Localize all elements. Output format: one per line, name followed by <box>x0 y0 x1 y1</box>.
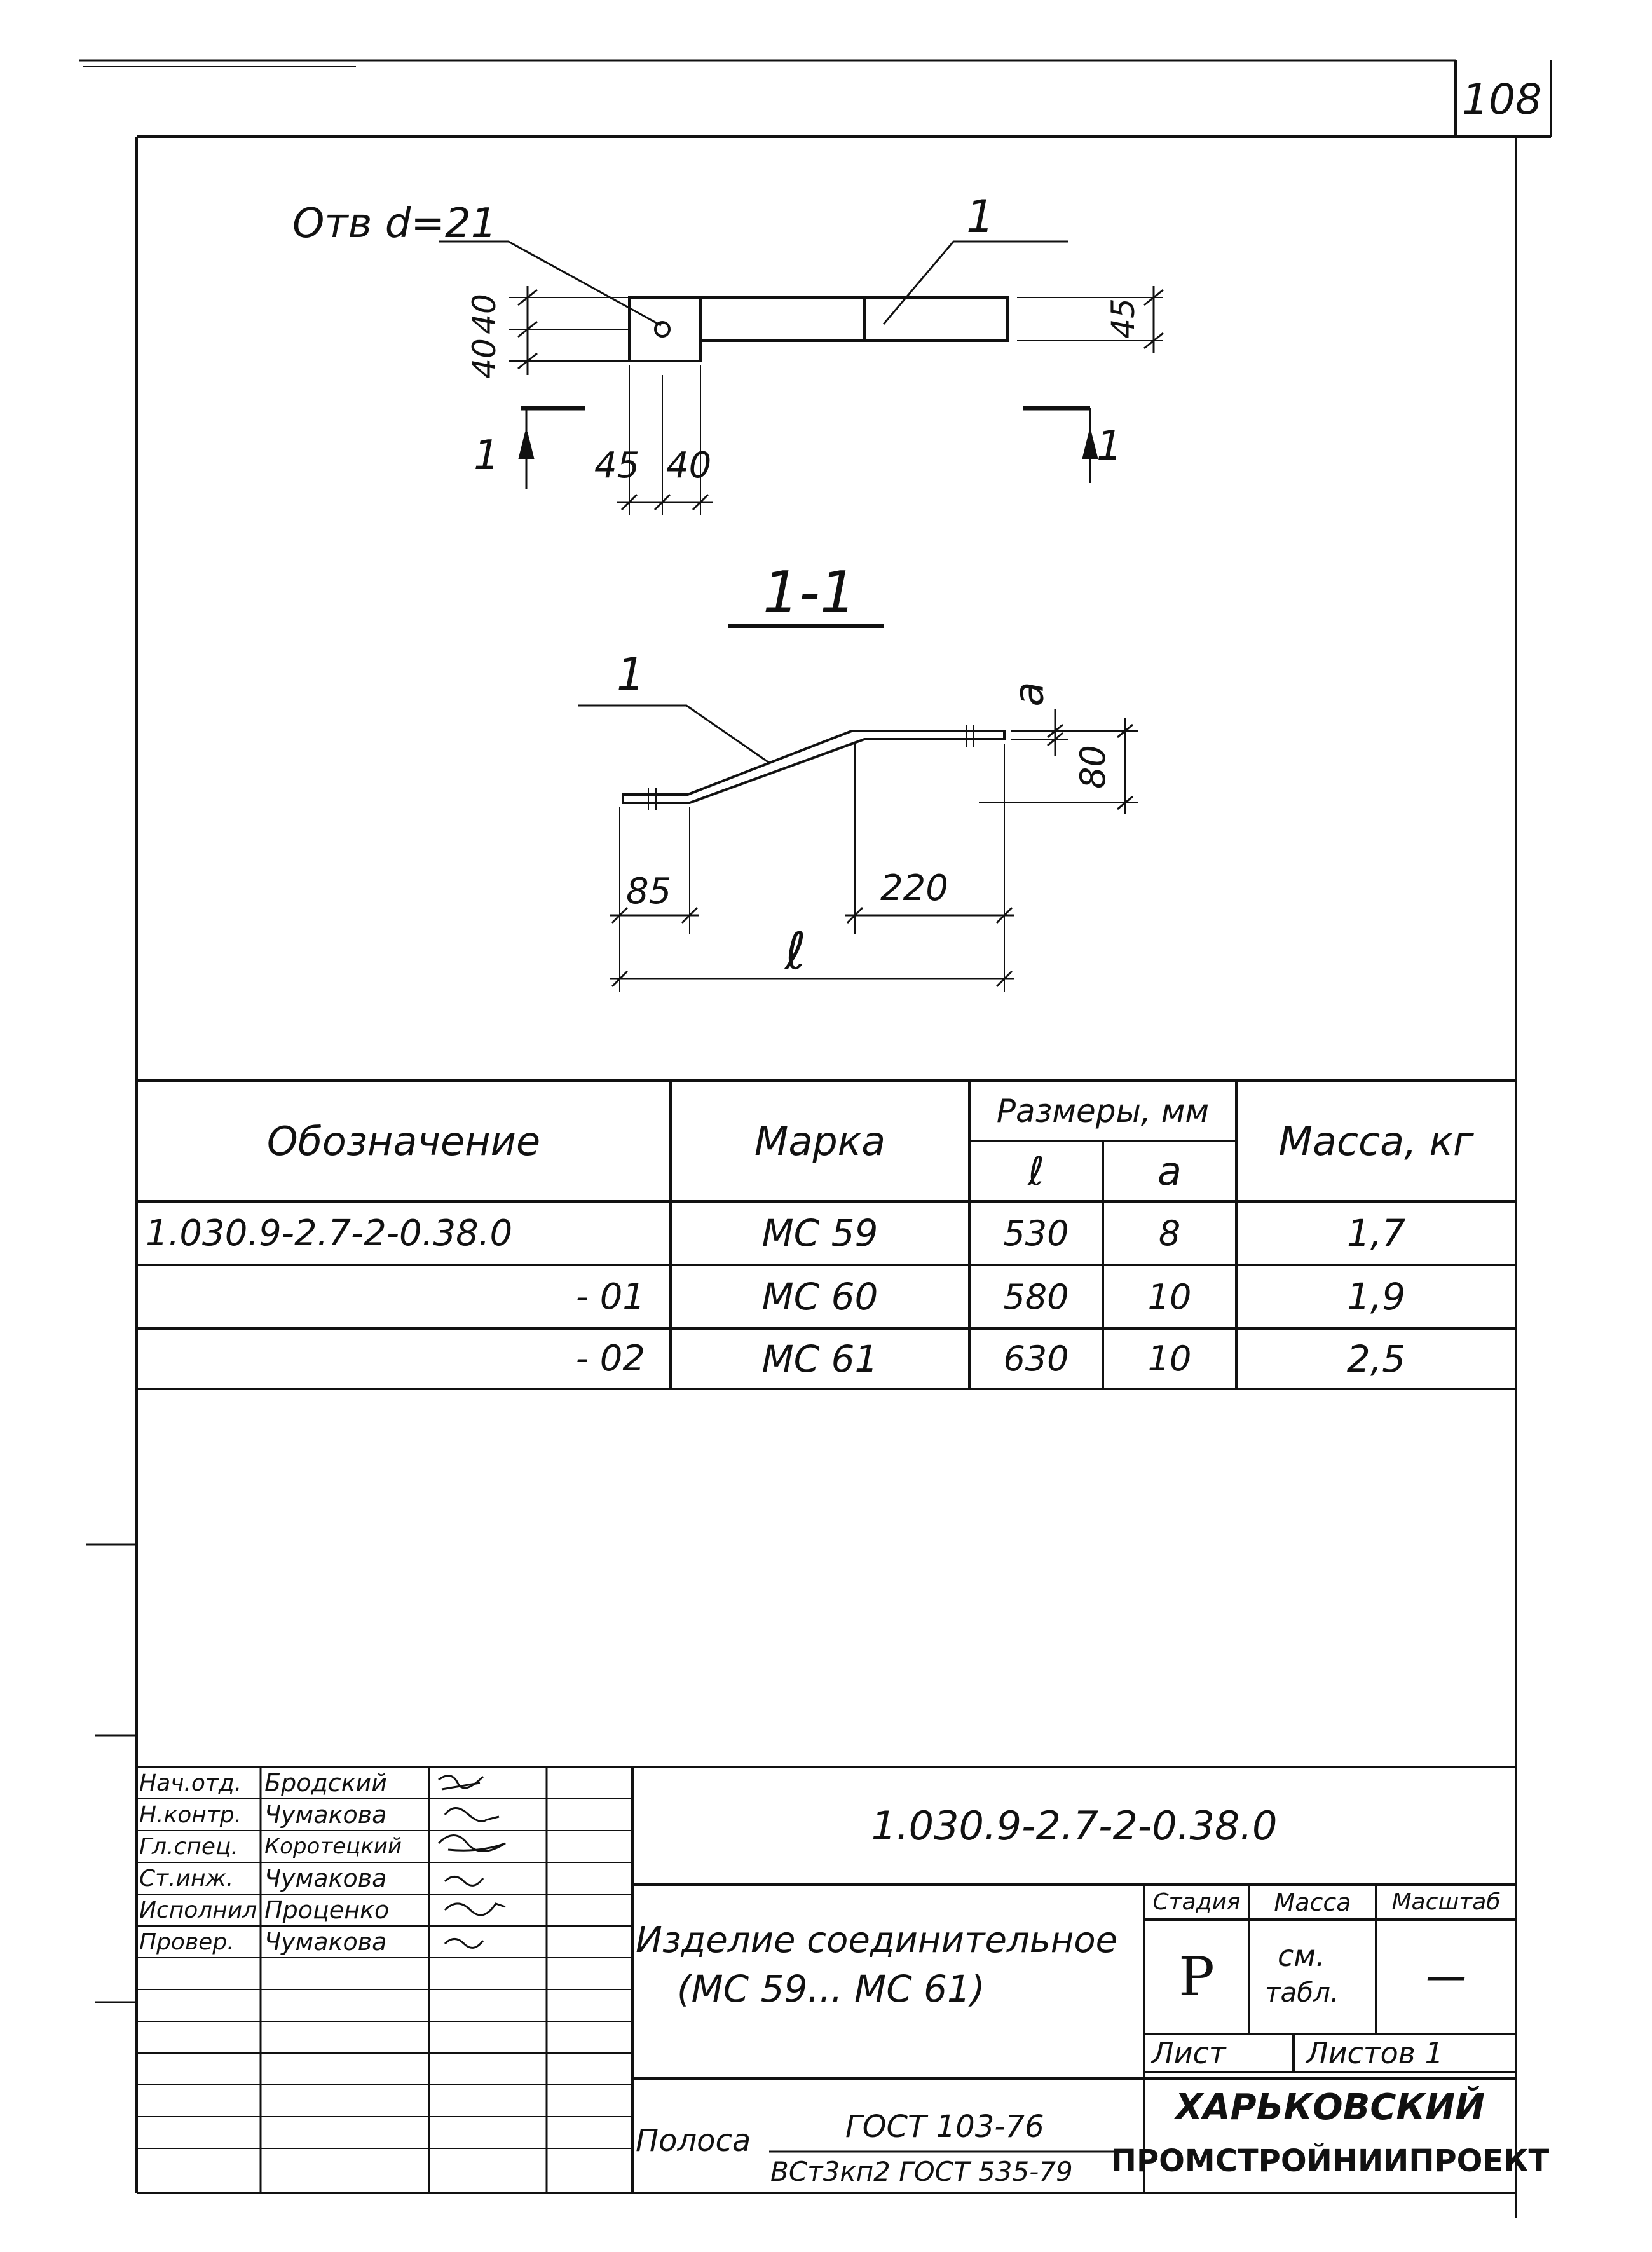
signature-3 <box>439 1836 505 1852</box>
stage-label: Стадия <box>1152 1889 1241 1915</box>
organization-line-1: ХАРЬКОВСКИЙ <box>1175 2086 1485 2128</box>
scale-label: Масштаб <box>1391 1889 1501 1915</box>
row-2-l: 580 <box>1003 1276 1069 1317</box>
material-standard-bottom: ВСт3кп2 ГОСТ 535-79 <box>770 2156 1073 2187</box>
dim-a: a <box>1006 681 1053 707</box>
dim-40-bottom: 40 <box>465 338 503 379</box>
row-3-mark: МС 61 <box>761 1337 878 1381</box>
row-1-designation: 1.030.9-2.7-2-0.38.0 <box>146 1212 513 1254</box>
mass-value-line-2: табл. <box>1265 1977 1339 2008</box>
row-2-mark: МС 60 <box>761 1275 878 1318</box>
mass-value-line-1: см. <box>1278 1939 1325 1973</box>
dim-l: ℓ <box>785 922 807 981</box>
header-a: a <box>1157 1148 1182 1194</box>
dim-220: 220 <box>880 868 948 909</box>
role-4: Ст.инж. <box>139 1865 234 1892</box>
material-standard-top: ГОСТ 103-76 <box>845 2109 1044 2145</box>
row-3-designation: - 02 <box>575 1338 645 1379</box>
section-mark-right: 1 <box>1096 423 1123 470</box>
name-2: Чумакова <box>264 1801 387 1829</box>
scale-value: — <box>1426 1953 1466 2000</box>
header-mark: Марка <box>754 1117 886 1164</box>
row-1-l: 530 <box>1003 1213 1069 1253</box>
signature-2 <box>445 1808 499 1821</box>
stage-value: Р <box>1178 1946 1215 2008</box>
name-6: Чумакова <box>264 1928 387 1956</box>
product-name-line-2: (МС 59... МС 61) <box>677 1967 985 2010</box>
role-5: Исполнил <box>139 1897 257 1923</box>
header-mass: Масса, кг <box>1278 1117 1474 1164</box>
document-code: 1.030.9-2.7-2-0.38.0 <box>871 1803 1278 1849</box>
row-1-mass: 1,7 <box>1346 1211 1406 1255</box>
role-3: Гл.спец. <box>139 1833 238 1860</box>
section-position-label: 1 <box>617 648 645 700</box>
signature-1 <box>439 1776 483 1789</box>
dim-45-right: 45 <box>1104 298 1142 339</box>
row-3-a: 10 <box>1147 1339 1192 1379</box>
hole-label: Отв d=21 <box>292 200 497 247</box>
signature-4 <box>445 1877 483 1886</box>
row-3-mass: 2,5 <box>1346 1337 1406 1381</box>
sheet-label: Лист <box>1152 2036 1226 2070</box>
name-3: Коротецкий <box>264 1834 402 1859</box>
plan-position-label: 1 <box>966 191 995 243</box>
header-l: ℓ <box>1028 1148 1044 1194</box>
section-mark-left: 1 <box>474 432 500 479</box>
section-view <box>578 626 1138 992</box>
sheet-number: 108 <box>1462 75 1542 124</box>
product-name-line-1: Изделие соединительное <box>636 1920 1118 1961</box>
signature-5 <box>445 1904 505 1915</box>
section-title: 1-1 <box>763 559 856 626</box>
dim-80: 80 <box>1072 745 1113 789</box>
dim-45-bottom: 45 <box>594 445 640 486</box>
organization-line-2: ПРОМСТРОЙНИИПРОЕКТ <box>1110 2143 1550 2179</box>
sheets-label: Листов 1 <box>1306 2036 1444 2070</box>
name-5: Проценко <box>264 1896 390 1924</box>
role-1: Нач.отд. <box>139 1770 242 1796</box>
header-dimensions: Размеры, мм <box>996 1092 1210 1129</box>
dim-40-bottom-2: 40 <box>666 445 712 486</box>
role-6: Провер. <box>139 1928 235 1955</box>
name-1: Бродский <box>264 1769 387 1797</box>
row-1-mark: МС 59 <box>761 1211 878 1255</box>
dim-40-top: 40 <box>465 294 503 334</box>
material-label: Полоса <box>636 2123 751 2159</box>
signature-6 <box>445 1939 483 1948</box>
row-2-mass: 1,9 <box>1346 1275 1406 1318</box>
header-designation: Обозначение <box>266 1117 541 1164</box>
dim-85: 85 <box>626 871 672 912</box>
role-2: Н.контр. <box>139 1801 242 1828</box>
row-2-a: 10 <box>1147 1276 1192 1317</box>
name-4: Чумакова <box>264 1864 387 1892</box>
row-3-l: 630 <box>1003 1339 1069 1379</box>
row-2-designation: - 01 <box>575 1276 645 1318</box>
mass-label: Масса <box>1274 1888 1351 1916</box>
row-1-a: 8 <box>1158 1213 1181 1253</box>
plan-view <box>439 242 1163 515</box>
